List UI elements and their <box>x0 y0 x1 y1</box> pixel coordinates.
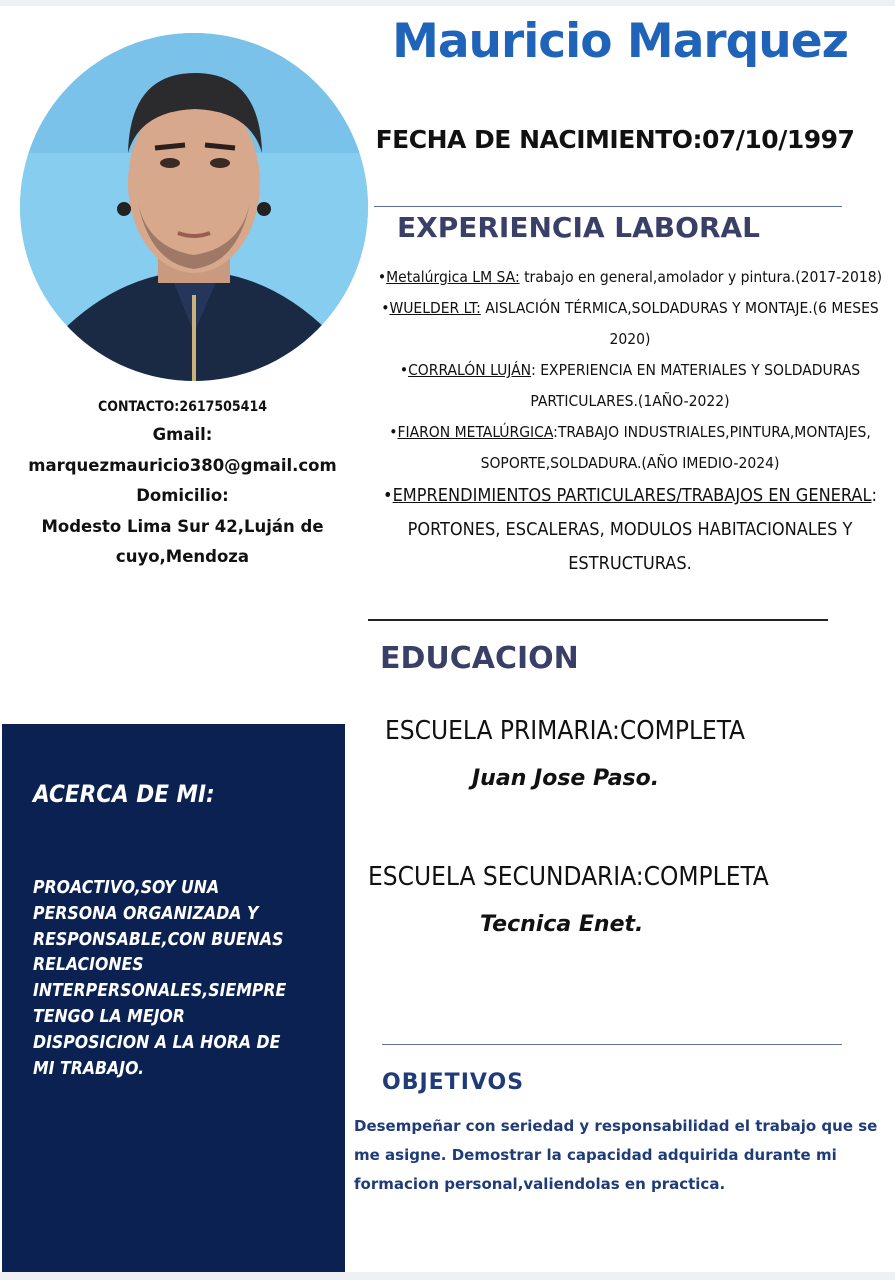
divider-line <box>374 206 842 207</box>
experience-item: •CORRALÓN LUJÁN: EXPERIENCIA EN MATERIALES Y SOLDADURAS PARTICULARES.(1AÑO-2022) <box>399 361 861 410</box>
experience-item: •EMPRENDIMIENTOS PARTICULARES/TRABAJOS EN GENERAL: PORTONES, ESCALERAS, MODULOS HABITACIONALES Y ESTRUCTURAS. <box>383 485 877 574</box>
gmail-address: marquezmauricio380@gmail.com <box>28 455 337 475</box>
experience-item: •Metalúrgica LM SA: trabajo en general,amolador y pintura.(2017-2018) <box>377 268 883 286</box>
secondary-school-name: Tecnica Enet. <box>480 912 644 937</box>
top-border <box>0 0 895 6</box>
experience-company: WUELDER LT: <box>389 299 481 317</box>
birth-date: FECHA DE NACIMIENTO:07/10/1997 <box>375 125 855 154</box>
secondary-school-status: ESCUELA SECUNDARIA:COMPLETA <box>368 862 769 892</box>
about-heading: ACERCA DE MI: <box>33 780 215 808</box>
objectives-heading: OBJETIVOS <box>382 1070 525 1095</box>
experience-item: •FIARON METALÚRGICA:TRABAJO INDUSTRIALES,PINTURA,MONTAJES, SOPORTE,SOLDADURA.(AÑO IMEDIO-2024) <box>389 423 871 472</box>
contact-block <box>0 394 365 573</box>
profile-photo-illustration <box>20 33 368 381</box>
education-heading: EDUCACION <box>380 641 579 676</box>
experience-list <box>374 262 886 581</box>
profile-photo <box>20 33 368 381</box>
divider-line <box>382 1044 842 1045</box>
experience-detail: trabajo en general,amolador y pintura.(2017-2018) <box>519 268 883 286</box>
experience-detail: : EXPERIENCIA EN MATERIALES Y SOLDADURAS PARTICULARES.(1AÑO-2022) <box>530 361 861 410</box>
address-line: cuyo,Mendoza <box>115 547 250 566</box>
address-label: Domicilio: <box>136 486 229 505</box>
experience-detail: AISLACIÓN TÉRMICA,SOLDADURAS Y MONTAJE.(6 MESES 2020) <box>480 299 879 348</box>
primary-school-name: Juan Jose Paso. <box>472 766 660 791</box>
experience-detail: :TRABAJO INDUSTRIALES,PINTURA,MONTAJES, SOPORTE,SOLDADURA.(AÑO IMEDIO-2024) <box>480 423 871 472</box>
objectives-text: Desempeñar con seriedad y responsabilidad el trabajo que se me asigne. Demostrar la capacidad adquirida durante mi formacion personal,valiendolas en practica. <box>354 1117 878 1193</box>
address-line: Modesto Lima Sur 42,Luján de <box>41 516 324 536</box>
contact-phone: CONTACTO:2617505414 <box>98 399 267 415</box>
experience-heading: EXPERIENCIA LABORAL <box>397 211 761 244</box>
experience-item: •WUELDER LT: AISLACIÓN TÉRMICA,SOLDADURAS Y MONTAJE.(6 MESES 2020) <box>381 299 879 348</box>
experience-detail: : PORTONES, ESCALERAS, MODULOS HABITACIONALES Y ESTRUCTURAS. <box>407 485 877 574</box>
divider-line <box>368 619 828 621</box>
experience-company: CORRALÓN LUJÁN <box>408 361 532 379</box>
experience-company: EMPRENDIMIENTOS PARTICULARES/TRABAJOS EN GENERAL <box>392 485 872 506</box>
experience-company: FIARON METALÚRGICA <box>397 423 554 441</box>
primary-school-status: ESCUELA PRIMARIA:COMPLETA <box>385 716 746 746</box>
candidate-name: Mauricio Marquez <box>392 14 848 69</box>
gmail-label: Gmail: <box>152 425 213 444</box>
bottom-border <box>0 1272 895 1280</box>
about-text: PROACTIVO,SOY UNA PERSONA ORGANIZADA Y RESPONSABLE,CON BUENAS RELACIONES INTERPERSONALES,SIEMPRE TENGO LA MEJOR DISPOSICION A LA HORA DE MI TRABAJO. <box>33 878 287 1079</box>
experience-company: Metalúrgica LM SA: <box>386 268 520 286</box>
